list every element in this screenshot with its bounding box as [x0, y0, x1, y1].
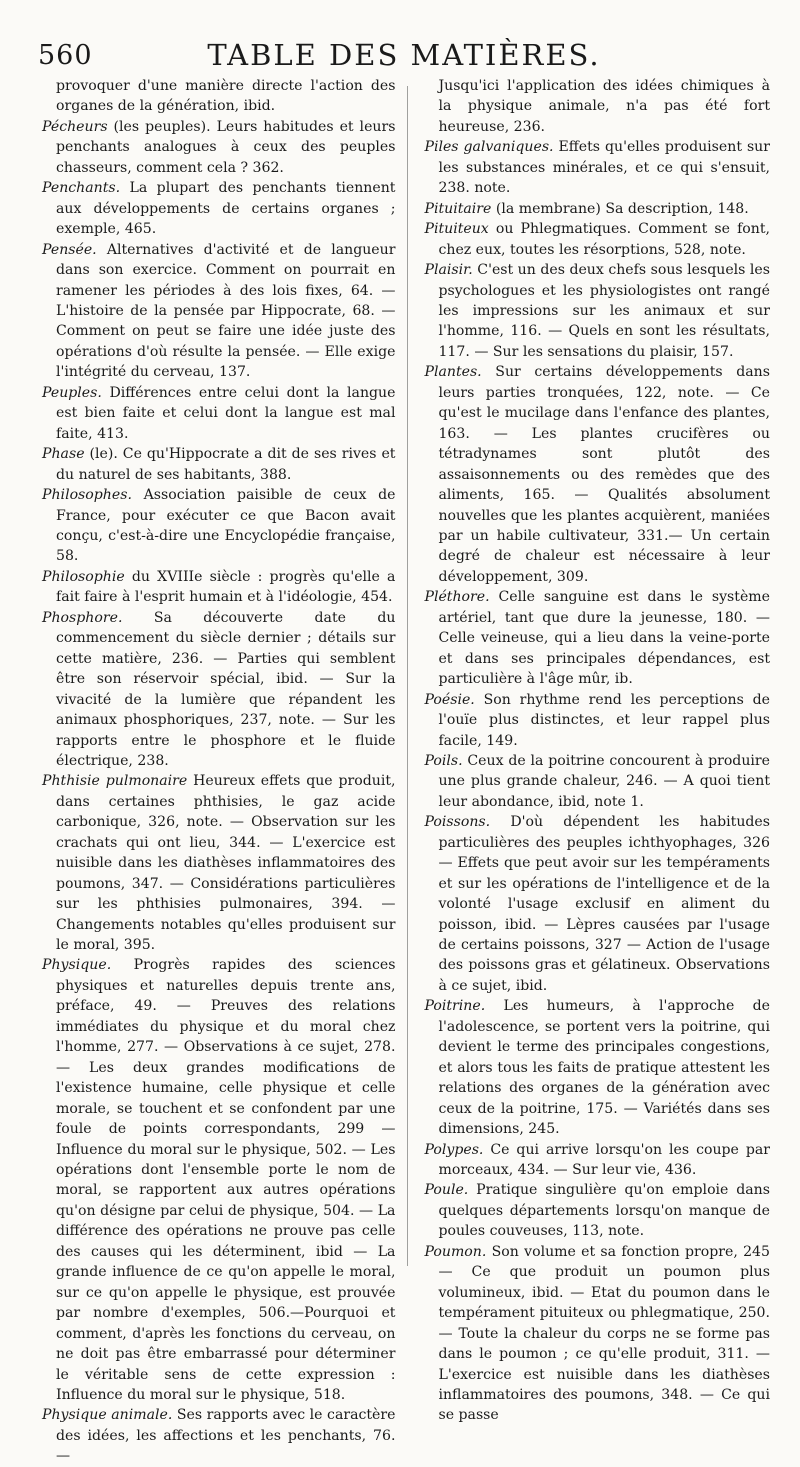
index-entry — [420, 587, 770, 689]
index-text: Son volume et sa fonction propre, 245 — Ce que produit un poumon plus volumineux, ibid. — Etat du poumon dans le tempérament pituiteux ou phlegmatique, 250. — Toute la chaleur du corps ne se forme pas dans le poumon ; ce qu'elle produit, 311. — L'exercice est nuisible dans les diathèses inflammatoires des poumons, 348. — Ce qui se passe — [438, 1243, 770, 1424]
page-number: 560 — [38, 40, 93, 71]
index-text: Ses rapports avec le caractère des idées, les affections et les penchants, 76. — — [56, 1407, 396, 1465]
index-entry — [420, 996, 770, 1139]
index-term: Polypes. — [424, 1141, 484, 1158]
index-text: Alternatives d'activité et de langueur dans son exercice. Comment on pourrait en ramener les périodes à des lois fixes, 64. — L'histoire de la pensée par Hippocrate, 68. — Comment on peut se faire une idée juste des opérations d'où résulte la pensée. — Elle exige l'intégrité du cerveau, 137. — [56, 241, 396, 381]
index-entry — [38, 444, 395, 485]
index-entry — [38, 383, 395, 444]
index-entry — [38, 567, 395, 608]
index-text: du XVIIIe siècle : progrès qu'elle a fait faire à l'esprit humain et à l'idéologie, 454. — [56, 568, 396, 606]
index-text: (le). Ce qu'Hippocrate a dit de ses rives et du naturel de ses habitants, 388. — [56, 446, 396, 483]
index-text: provoquer d'une manière directe l'action des organes de la génération, ibid. — [56, 78, 396, 115]
index-term: Poumon. — [424, 1243, 487, 1260]
index-entry — [38, 240, 395, 383]
index-term: Plaisir. — [424, 262, 473, 279]
index-text: Jusqu'ici l'application des idées chimiques à la physique animale, n'a pas été fort heureuse, 236. — [438, 78, 770, 135]
index-term: Philosophie — [42, 568, 125, 585]
index-entry — [420, 260, 770, 362]
running-title: TABLE DES MATIÈRES. — [207, 38, 601, 72]
index-term: Pensée. — [42, 241, 97, 258]
index-term: Penchants. — [42, 180, 121, 197]
index-entry — [38, 178, 395, 239]
index-text: ou Phlegmatiques. Comment se font, chez eux, toutes les résorptions, 528, note. — [438, 221, 770, 258]
index-entry — [38, 485, 395, 567]
index-text: Les humeurs, à l'approche de l'adolescence, se portent vers la poitrine, qui devient le terme des principales congestions, et alors tous les faits de pratique attestent les relations des organes de la génération avec ceux de la poitrine, 175. — Variétés dans ses dimensions, 245. — [438, 998, 770, 1138]
index-term: Philosophes. — [42, 487, 132, 504]
index-term: Pécheurs — [42, 118, 108, 135]
index-term: Phthisie pulmonaire — [42, 773, 188, 790]
index-text: Association paisible de ceux de France, pour exécuter ce que Bacon avait conçu, c'est-à-dire une Encyclopédie française, 58. — [56, 487, 396, 565]
page-header — [38, 36, 770, 74]
index-text: Différences entre celui dont la langue est bien faite et celui dont la langue est mal faite, 413. — [56, 384, 396, 442]
index-entry — [420, 137, 770, 198]
index-entry — [420, 690, 770, 751]
index-term: Poésie. — [424, 691, 475, 708]
index-text: Effets qu'elles produisent sur les substances minérales, et ce qui s'ensuit, 238. note. — [438, 139, 770, 197]
index-columns — [38, 76, 770, 1467]
index-entry — [420, 76, 770, 137]
index-text: Ceux de la poitrine concourent à produire une plus grande chaleur, 246. — A quoi tient leur abondance, ibid, note 1. — [438, 752, 770, 810]
index-term: Poitrine. — [424, 998, 486, 1015]
index-term: Physique animale. — [42, 1407, 173, 1424]
index-text: Pratique singulière qu'on emploie dans quelques départements lorsqu'on manque de poules couveuses, 113, note. — [438, 1182, 770, 1240]
index-term: Pléthore. — [424, 589, 490, 606]
index-entry — [420, 1140, 770, 1181]
index-term: Piles galvaniques. — [424, 139, 554, 156]
index-entry — [38, 1405, 395, 1466]
index-text: D'où dépendent les habitudes particulières des peuples ichthyophages, 326 — Effets que peut avoir sur les tempéraments et sur les opérations de l'intelligence et de la volonté l'usage exclusif en aliment du poisson, ibid. — Lèpres causées par l'usage de certains poissons, 327 — Action de l'usage des poissons gras et gélatineux. Observations à ce sujet, ibid. — [438, 814, 770, 994]
index-entry — [420, 1180, 770, 1241]
index-term: Plantes. — [424, 364, 482, 381]
index-entry — [38, 76, 395, 117]
index-entry — [420, 362, 770, 587]
index-entry — [420, 219, 770, 260]
index-entry — [420, 199, 770, 219]
column-divider — [407, 86, 408, 1266]
index-term: Poissons. — [424, 814, 491, 831]
index-term: Poule. — [424, 1182, 469, 1199]
index-entry — [38, 608, 395, 772]
index-term: Poils. — [424, 752, 463, 769]
index-text: (la membrane) Sa description, 148. — [491, 200, 749, 217]
index-text: Heureux effets que produit, dans certaines phthisies, le gaz acide carbonique, 326, note. — Observation sur les crachats qui ont lieu, 344. — L'exercice est nuisible dans les diathèses inflammatoires des poumons, 347. — Considérations particulières sur les phthisies pulmonaires, 394. — Changements notables qu'elles produisent sur le moral, 395. — [56, 773, 396, 954]
index-term: Pituitaire — [424, 200, 492, 217]
index-text: Sur certains développements dans leurs parties tronquées, 122, note. — Ce qu'est le mucilage dans l'enfance des plantes, 163. — Les plantes crucifères ou tétradynames sont plutôt des assaisonnements ou des remèdes que des aliments, 165. — Qualités absolument nouvelles que les plantes acquièrent, maniées par un habile cultivateur, 331.— Un certain degré de chaleur est nécessaire à leur développement, 309. — [438, 364, 770, 585]
index-term: Peuples. — [42, 384, 102, 401]
index-term: Pituiteux — [424, 221, 489, 238]
index-entry — [38, 117, 395, 178]
index-entry — [38, 771, 395, 955]
index-entry — [420, 751, 770, 812]
index-entry — [420, 1242, 770, 1426]
index-term: Phase — [42, 446, 85, 463]
index-text: Progrès rapides des sciences physiques et naturelles depuis trente ans, préface, 49. — Preuves des relations immédiates du physique et du moral chez l'homme, 277. — Observations à ce sujet, 278. — Les deux grandes modifications de l'existence humaine, celle physique et celle morale, se touchent et se confondent par une foule de points correspondants, 299 — Influence du moral sur le physique, 502. — Les opérations dont l'ensemble porte le nom de moral, se rapportent aux autres opérations qu'on désigne par celui de physique, 504. — La différence des opérations ne prouve pas celle des causes qui les déterminent, ibid — La grande influence de ce qu'on appelle le moral, sur ce qu'on appelle le physique, est prouvée par nombre d'exemples, 506.—Pourquoi et comment, d'après les fonctions du cerveau, on ne doit pas être embarrassé pour déterminer le véritable sens de cette expression : Influence du moral sur le physique, 518. — [56, 957, 396, 1403]
right-column — [420, 76, 770, 1467]
left-column — [38, 76, 395, 1467]
index-text: Celle sanguine est dans le système artériel, tant que dure la jeunesse, 180. — Celle veineuse, qui a lieu dans la veine-porte et dans ses principales dépendances, est particulière à l'âge mûr, ib. — [438, 589, 770, 688]
index-term: Phosphore. — [42, 609, 123, 626]
index-text: Ce qui arrive lorsqu'on les coupe par morceaux, 434. — Sur leur vie, 436. — [438, 1141, 770, 1179]
index-text: Son rhythme rend les perceptions de l'ouïe plus distinctes, et leur rappel plus facile, 149. — [438, 691, 770, 749]
index-entry — [38, 955, 395, 1405]
index-text: (les peuples). Leurs habitudes et leurs penchants analogues à ceux des peuples chasseurs, comment cela ? 362. — [56, 118, 396, 176]
index-text: Sa découverte date du commencement du siècle dernier ; détails sur cette matière, 236. — Parties qui semblent être son réservoir spécial, ibid. — Sur la vivacité de la lumière que répandent les animaux phosphoriques, 237, note. — Sur les rapports entre le phosphore et le fluide électrique, 238. — [56, 609, 396, 769]
index-text: La plupart des penchants tiennent aux développements de certains organes ; exemple, 465. — [56, 180, 396, 238]
index-term: Physique. — [42, 957, 112, 974]
index-entry — [420, 812, 770, 996]
index-text: C'est un des deux chefs sous lesquels les psychologues et les physiologistes ont rangé les impressions sur les animaux et sur l'homme, 116. — Quels en sont les résultats, 117. — Sur les sensations du plaisir, 157. — [438, 262, 770, 360]
